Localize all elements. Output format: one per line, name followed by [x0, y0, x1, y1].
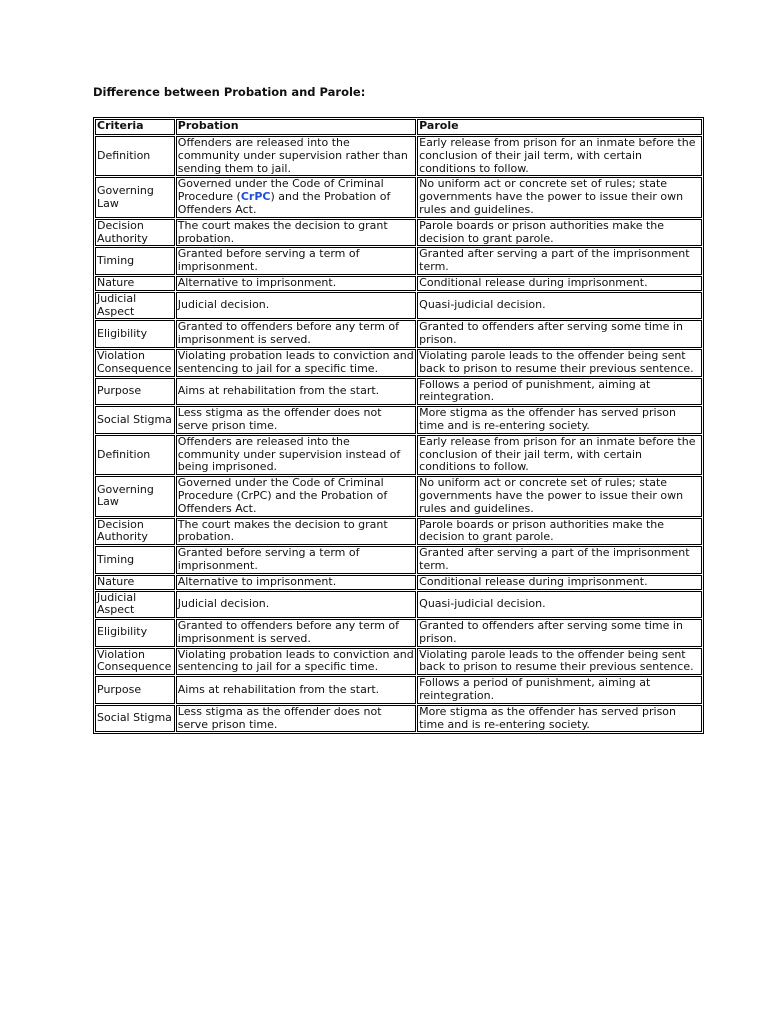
criteria-cell: Timing	[95, 247, 175, 275]
header-parole: Parole	[417, 119, 702, 135]
criteria-cell: Nature	[95, 276, 175, 291]
parole-cell: Violating parole leads to the offender being sent back to prison to resume their previous sentence.	[417, 648, 702, 676]
table-row	[95, 247, 702, 275]
parole-cell: Early release from prison for an inmate before the conclusion of their jail term, with certain conditions to follow.	[417, 435, 702, 475]
parole-cell: Quasi-judicial decision.	[417, 292, 702, 320]
probation-cell: The court makes the decision to grant probation.	[176, 219, 416, 247]
table-row	[95, 219, 702, 247]
table-row	[95, 320, 702, 348]
criteria-cell: Violation Consequence	[95, 648, 175, 676]
probation-cell: Judicial decision.	[176, 591, 416, 619]
parole-cell: More stigma as the offender has served prison time and is re-entering society.	[417, 705, 702, 733]
criteria-cell: Social Stigma	[95, 406, 175, 434]
parole-cell: Parole boards or prison authorities make the decision to grant parole.	[417, 219, 702, 247]
table-row	[95, 349, 702, 377]
table-row	[95, 136, 702, 176]
criteria-cell: Social Stigma	[95, 705, 175, 733]
table-header-row	[95, 119, 702, 135]
parole-cell: Quasi-judicial decision.	[417, 591, 702, 619]
probation-cell: Judicial decision.	[176, 292, 416, 320]
criteria-cell: Judicial Aspect	[95, 292, 175, 320]
probation-cell: Granted before serving a term of imprisonment.	[176, 247, 416, 275]
table-row	[95, 435, 702, 475]
parole-cell: Conditional release during imprisonment.	[417, 276, 702, 291]
criteria-cell: Governing Law	[95, 476, 175, 516]
table-row	[95, 705, 702, 733]
criteria-cell: Purpose	[95, 676, 175, 704]
criteria-cell: Definition	[95, 136, 175, 176]
table-row	[95, 177, 702, 217]
parole-cell: Granted to offenders after serving some time in prison.	[417, 320, 702, 348]
parole-cell: No uniform act or concrete set of rules; state governments have the power to issue their own rules and guidelines.	[417, 476, 702, 516]
table-row	[95, 378, 702, 406]
probation-cell: Alternative to imprisonment.	[176, 575, 416, 590]
probation-cell: Alternative to imprisonment.	[176, 276, 416, 291]
criteria-cell: Timing	[95, 546, 175, 574]
probation-cell: The court makes the decision to grant probation.	[176, 518, 416, 546]
parole-cell: No uniform act or concrete set of rules; state governments have the power to issue their own rules and guidelines.	[417, 177, 702, 217]
probation-cell: Violating probation leads to conviction and sentencing to jail for a specific time.	[176, 349, 416, 377]
criteria-cell: Violation Consequence	[95, 349, 175, 377]
probation-text: Governed under the Code of Criminal Procedure (	[177, 177, 384, 204]
parole-cell: Follows a period of punishment, aiming at reintegration.	[417, 676, 702, 704]
table-row	[95, 591, 702, 619]
table-row	[95, 575, 702, 590]
table-row	[95, 518, 702, 546]
criteria-cell: Eligibility	[95, 320, 175, 348]
probation-cell: Violating probation leads to conviction and sentencing to jail for a specific time.	[176, 648, 416, 676]
header-probation: Probation	[176, 119, 416, 135]
parole-cell: Parole boards or prison authorities make the decision to grant parole.	[417, 518, 702, 546]
parole-cell: Granted after serving a part of the imprisonment term.	[417, 247, 702, 275]
criteria-cell: Eligibility	[95, 619, 175, 647]
table-row	[95, 406, 702, 434]
probation-cell: Granted to offenders before any term of imprisonment is served.	[176, 320, 416, 348]
parole-cell: Granted to offenders after serving some time in prison.	[417, 619, 702, 647]
table-row	[95, 676, 702, 704]
probation-cell: Less stigma as the offender does not serve prison time.	[176, 705, 416, 733]
criteria-cell: Definition	[95, 435, 175, 475]
probation-cell: Granted to offenders before any term of imprisonment is served.	[176, 619, 416, 647]
criteria-cell: Decision Authority	[95, 219, 175, 247]
parole-cell: Conditional release during imprisonment.	[417, 575, 702, 590]
probation-cell: Governed under the Code of Criminal Procedure (CrPC) and the Probation of Offenders Act.	[176, 476, 416, 516]
probation-cell	[176, 177, 416, 217]
header-criteria: Criteria	[95, 119, 175, 135]
probation-cell: Less stigma as the offender does not serve prison time.	[176, 406, 416, 434]
parole-cell: Granted after serving a part of the imprisonment term.	[417, 546, 702, 574]
parole-cell: More stigma as the offender has served prison time and is re-entering society.	[417, 406, 702, 434]
criteria-cell: Governing Law	[95, 177, 175, 217]
parole-cell: Violating parole leads to the offender being sent back to prison to resume their previous sentence.	[417, 349, 702, 377]
probation-cell: Aims at rehabilitation from the start.	[176, 676, 416, 704]
probation-cell: Offenders are released into the community under supervision rather than sending them to jail.	[176, 136, 416, 176]
crpc-link[interactable]: CrPC	[240, 190, 271, 204]
parole-cell: Follows a period of punishment, aiming at reintegration.	[417, 378, 702, 406]
criteria-cell: Purpose	[95, 378, 175, 406]
table-row	[95, 546, 702, 574]
table-row	[95, 648, 702, 676]
table-row	[95, 476, 702, 516]
criteria-cell: Judicial Aspect	[95, 591, 175, 619]
parole-cell: Early release from prison for an inmate before the conclusion of their jail term, with certain conditions to follow.	[417, 136, 702, 176]
table-row	[95, 276, 702, 291]
criteria-cell: Decision Authority	[95, 518, 175, 546]
probation-text: ) and the Probation of Offenders Act.	[177, 190, 391, 216]
table-row	[95, 619, 702, 647]
comparison-table	[93, 117, 704, 734]
table-row	[95, 292, 702, 320]
probation-cell: Offenders are released into the community under supervision instead of being imprisoned.	[176, 435, 416, 475]
page-title: Difference between Probation and Parole:	[93, 85, 366, 99]
probation-cell: Aims at rehabilitation from the start.	[176, 378, 416, 406]
criteria-cell: Nature	[95, 575, 175, 590]
probation-cell: Granted before serving a term of imprisonment.	[176, 546, 416, 574]
